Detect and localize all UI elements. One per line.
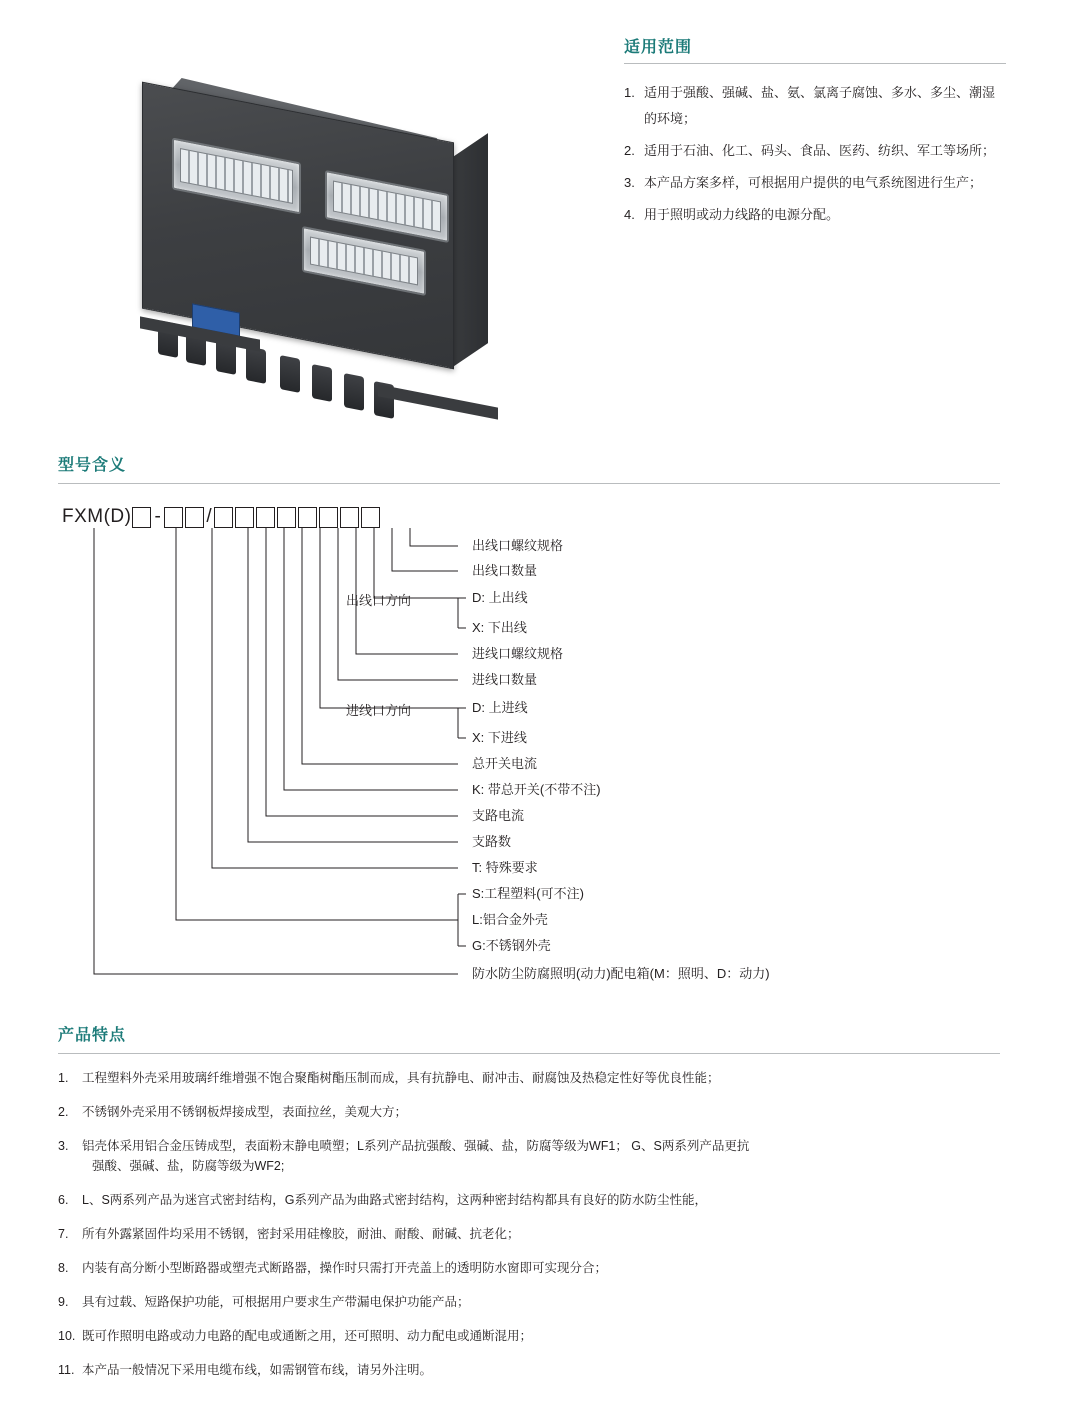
feature-text: 具有过载、短路保护功能，可根据用户要求生产带漏电保护功能产品；	[82, 1295, 470, 1309]
label-stainless-shell: G:不锈钢外壳	[472, 938, 551, 953]
outlet-direction-group-label: 出线口方向	[346, 593, 412, 608]
feature-number: 1.	[58, 1071, 69, 1085]
feature-number: 11.	[58, 1363, 75, 1377]
feature-text: L、S两系列产品为迷宫式密封结构，G系列产品为曲路式密封结构，这两种密封结构都具有良好的防水防尘性能，	[82, 1193, 708, 1207]
feature-text: 所有外露紧固件均采用不锈钢，密封采用硅橡胶，耐油、耐酸、耐碱、抗老化；	[82, 1227, 520, 1241]
feature-item	[58, 1326, 1000, 1346]
feature-number: 6.	[58, 1193, 69, 1207]
scope-list	[624, 80, 1006, 228]
cable-gland	[312, 364, 332, 402]
features-list	[58, 1068, 1000, 1380]
feature-number: 10.	[58, 1329, 76, 1343]
scope-item-text: 用于照明或动力线路的电源分配。	[644, 207, 840, 222]
feature-text: 既可作照明电路或动力电路的配电或通断之用，还可照明、动力配电或通断混用；	[82, 1329, 533, 1343]
scope-item	[624, 170, 1006, 196]
cable-gland	[246, 346, 266, 384]
label-branch-current: 支路电流	[472, 808, 525, 823]
feature-text: 不锈钢外壳采用不锈钢板焊接成型，表面拉丝，美观大方；	[82, 1105, 408, 1119]
label-special-request: T: 特殊要求	[472, 860, 538, 875]
feature-text-continuation: 强酸、强碱、盐，防腐等级为WF2;	[92, 1159, 285, 1173]
label-outlet-bottom: X: 下出线	[472, 620, 527, 635]
label-aluminium-shell: L:铝合金外壳	[472, 912, 548, 927]
feature-item	[58, 1068, 1000, 1088]
scope-item-number: 2.	[624, 143, 635, 158]
enclosure-side-face	[450, 133, 488, 369]
label-inlet-quantity: 进线口数量	[472, 672, 538, 687]
scope-item	[624, 138, 1006, 164]
label-main-switch-current: 总开关电流	[472, 756, 538, 771]
model-title: 型号含义	[58, 457, 127, 474]
label-inlet-bottom: X: 下进线	[472, 730, 527, 745]
code-dash: -	[154, 506, 162, 527]
feature-number: 9.	[58, 1295, 69, 1309]
label-outlet-top: D: 上出线	[472, 590, 528, 605]
label-engineering-plastic: S:工程塑料(可不注)	[472, 886, 584, 901]
model-diagram	[58, 506, 1000, 1016]
features-section	[58, 1022, 1000, 1394]
label-outlet-quantity: 出线口数量	[472, 563, 538, 578]
product-photo	[120, 60, 550, 390]
cable-gland	[280, 355, 300, 393]
top-section	[0, 0, 1088, 430]
model-code-prefix: FXM(D)	[62, 506, 132, 527]
feature-number: 3.	[58, 1139, 69, 1153]
code-slash: /	[206, 506, 213, 527]
scope-item-text: 适用于石油、化工、码头、食品、医药、纺织、军工等场所；	[644, 143, 996, 158]
feature-text: 铝壳体采用铝合金压铸成型，表面粉末静电喷塑；L系列产品抗强酸、强碱、盐，防腐等级为WF1； G、S两系列产品更抗	[82, 1139, 750, 1153]
feature-text: 本产品一般情况下采用电缆布线，如需钢管布线，请另外注明。	[82, 1363, 433, 1377]
feature-number: 7.	[58, 1227, 69, 1241]
feature-item	[58, 1102, 1000, 1122]
scope-item-number: 3.	[624, 175, 635, 190]
feature-text-wrap	[82, 1136, 1000, 1176]
feature-number: 8.	[58, 1261, 69, 1275]
scope-item-text: 本产品方案多样，可根据用户提供的电气系统图进行生产；	[644, 175, 983, 190]
scope-item-number: 1.	[624, 85, 635, 100]
feature-item	[58, 1190, 1000, 1210]
label-outlet-thread-spec: 出线口螺纹规格	[472, 538, 564, 553]
label-with-main-switch: K: 带总开关(不带不注)	[472, 782, 601, 797]
feature-item	[58, 1224, 1000, 1244]
feature-item	[58, 1136, 1000, 1176]
scope-item-number: 4.	[624, 207, 635, 222]
feature-text: 工程塑料外壳采用玻璃纤维增强不饱合聚酯树酯压制而成，具有抗静电、耐冲击、耐腐蚀及热稳定性好等优良性能；	[82, 1071, 720, 1085]
feature-item	[58, 1292, 1000, 1312]
scope-divider	[624, 63, 1006, 64]
mounting-foot	[378, 384, 498, 419]
features-divider	[58, 1053, 1000, 1054]
feature-text: 内装有高分断小型断路器或塑壳式断路器，操作时只需打开壳盖上的透明防水窗即可实现分合；	[82, 1261, 608, 1275]
model-divider	[58, 483, 1000, 484]
scope-title: 适用范围	[624, 39, 693, 56]
feature-item	[58, 1360, 1000, 1380]
feature-number: 2.	[58, 1105, 69, 1119]
label-inlet-thread-spec: 进线口螺纹规格	[472, 646, 564, 661]
features-title: 产品特点	[58, 1027, 127, 1044]
label-product-family: 防水防尘防腐照明(动力)配电箱(M：照明、D：动力)	[472, 966, 770, 981]
scope-block	[624, 34, 1006, 234]
cable-gland	[344, 373, 364, 411]
label-branch-count: 支路数	[472, 834, 512, 849]
scope-item	[624, 202, 1006, 228]
model-section	[58, 452, 1000, 1016]
scope-item	[624, 80, 1006, 132]
inlet-direction-group-label: 进线口方向	[346, 703, 412, 718]
scope-item-text: 适用于强酸、强碱、盐、氨、氯离子腐蚀、多水、多尘、潮湿的环境；	[644, 85, 996, 126]
label-inlet-top: D: 上进线	[472, 700, 528, 715]
feature-item	[58, 1258, 1000, 1278]
